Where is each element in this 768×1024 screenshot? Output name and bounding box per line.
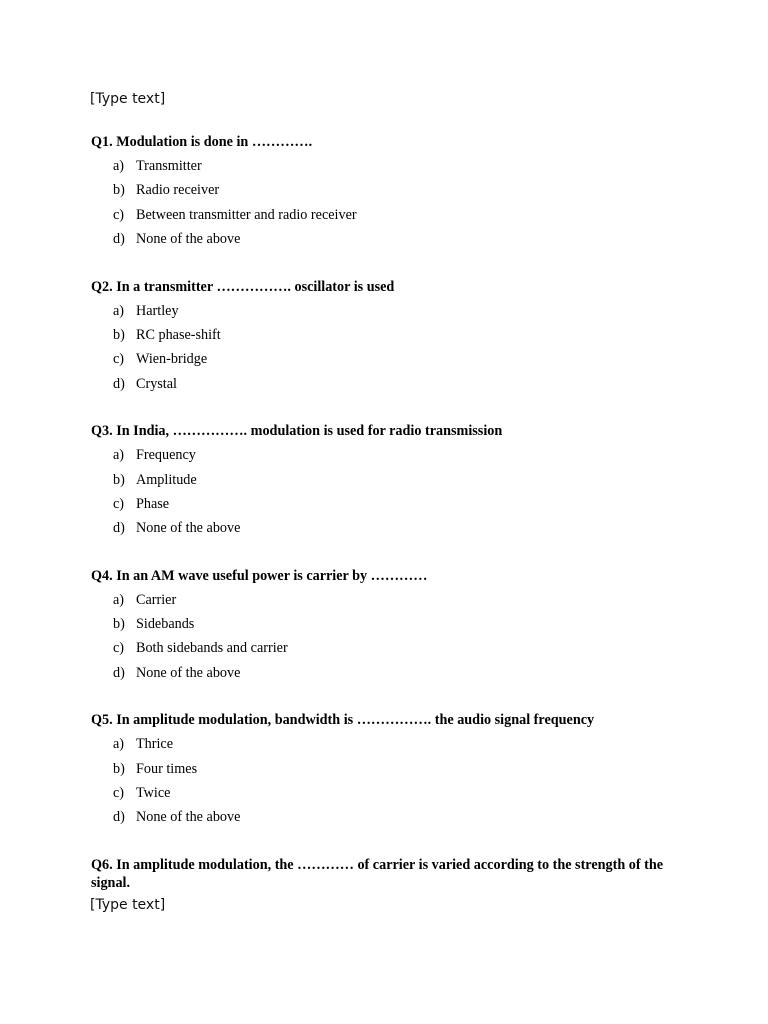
option-text: Amplitude: [136, 471, 197, 488]
option-a: [91, 735, 691, 759]
option-d: [91, 519, 691, 543]
option-text: Both sidebands and carrier: [136, 640, 288, 657]
option-c: [91, 206, 691, 230]
option-text: Four times: [136, 760, 198, 777]
option-letter: a): [113, 158, 125, 174]
header-placeholder: [Type text]: [90, 91, 166, 107]
option-letter: b): [113, 616, 125, 633]
option-a: [91, 591, 691, 615]
option-a: [91, 446, 691, 470]
option-b: [91, 615, 691, 639]
option-a: [91, 157, 691, 181]
option-d: [91, 375, 691, 399]
option-letter: b): [113, 760, 125, 777]
option-text: Between transmitter and radio receiver: [136, 206, 357, 223]
option-list: [91, 157, 691, 255]
question-5: [91, 711, 691, 833]
option-list: [91, 591, 691, 689]
option-b: [91, 326, 691, 350]
option-text: Carrier: [136, 591, 177, 608]
option-text: Hartley: [136, 302, 179, 319]
option-letter: c): [113, 206, 125, 223]
option-text: Crystal: [136, 375, 177, 392]
option-b: [91, 760, 691, 784]
option-text: None of the above: [136, 664, 241, 681]
question-text: Q5. In amplitude modulation, bandwidth is ……………. the audio signal frequency: [91, 712, 595, 729]
option-b: [91, 471, 691, 495]
option-c: [91, 639, 691, 663]
option-list: [91, 735, 691, 833]
option-list: [91, 446, 691, 544]
question-list: [91, 133, 691, 892]
question-1: [91, 133, 691, 255]
footer-placeholder: [Type text]: [90, 897, 166, 913]
question-text: Q6. In amplitude modulation, the ………… of carrier is varied according to the strength of the signal.: [91, 856, 664, 891]
option-text: Transmitter: [136, 158, 202, 174]
option-text: Phase: [136, 495, 170, 512]
option-text: Thrice: [136, 736, 174, 753]
question-text: Q2. In a transmitter ……………. oscillator is used: [91, 278, 395, 295]
option-text: Wien-bridge: [136, 351, 208, 368]
option-text: None of the above: [136, 809, 241, 826]
option-c: [91, 784, 691, 808]
option-d: [91, 230, 691, 254]
question-text: Q1. Modulation is done in ………….: [91, 134, 313, 150]
option-text: Radio receiver: [136, 182, 220, 199]
option-letter: c): [113, 640, 125, 657]
option-list: [91, 302, 691, 400]
option-text: Sidebands: [136, 616, 195, 633]
option-letter: a): [113, 736, 125, 753]
option-text: Frequency: [136, 447, 196, 464]
option-letter: b): [113, 182, 125, 199]
option-letter: a): [113, 302, 125, 319]
option-d: [91, 808, 691, 832]
question-2: [91, 278, 691, 400]
option-text: Twice: [136, 785, 171, 802]
option-letter: d): [113, 231, 125, 248]
option-letter: c): [113, 785, 125, 802]
option-letter: d): [113, 375, 125, 392]
question-text: Q4. In an AM wave useful power is carrier by …………: [91, 567, 428, 584]
option-letter: d): [113, 809, 125, 826]
option-a: [91, 302, 691, 326]
question-text: Q3. In India, ……………. modulation is used for radio transmission: [91, 423, 503, 440]
option-c: [91, 350, 691, 374]
option-text: None of the above: [136, 231, 241, 248]
option-letter: a): [113, 447, 125, 464]
option-letter: d): [113, 664, 125, 681]
option-d: [91, 664, 691, 688]
question-6: [91, 856, 691, 892]
option-text: RC phase-shift: [136, 326, 221, 343]
option-c: [91, 495, 691, 519]
option-letter: c): [113, 351, 125, 368]
option-letter: c): [113, 495, 125, 512]
option-letter: d): [113, 520, 125, 537]
question-3: [91, 422, 691, 544]
option-letter: b): [113, 471, 125, 488]
option-text: None of the above: [136, 520, 241, 537]
option-b: [91, 181, 691, 205]
option-letter: a): [113, 591, 125, 608]
option-letter: b): [113, 326, 125, 343]
question-4: [91, 567, 691, 689]
